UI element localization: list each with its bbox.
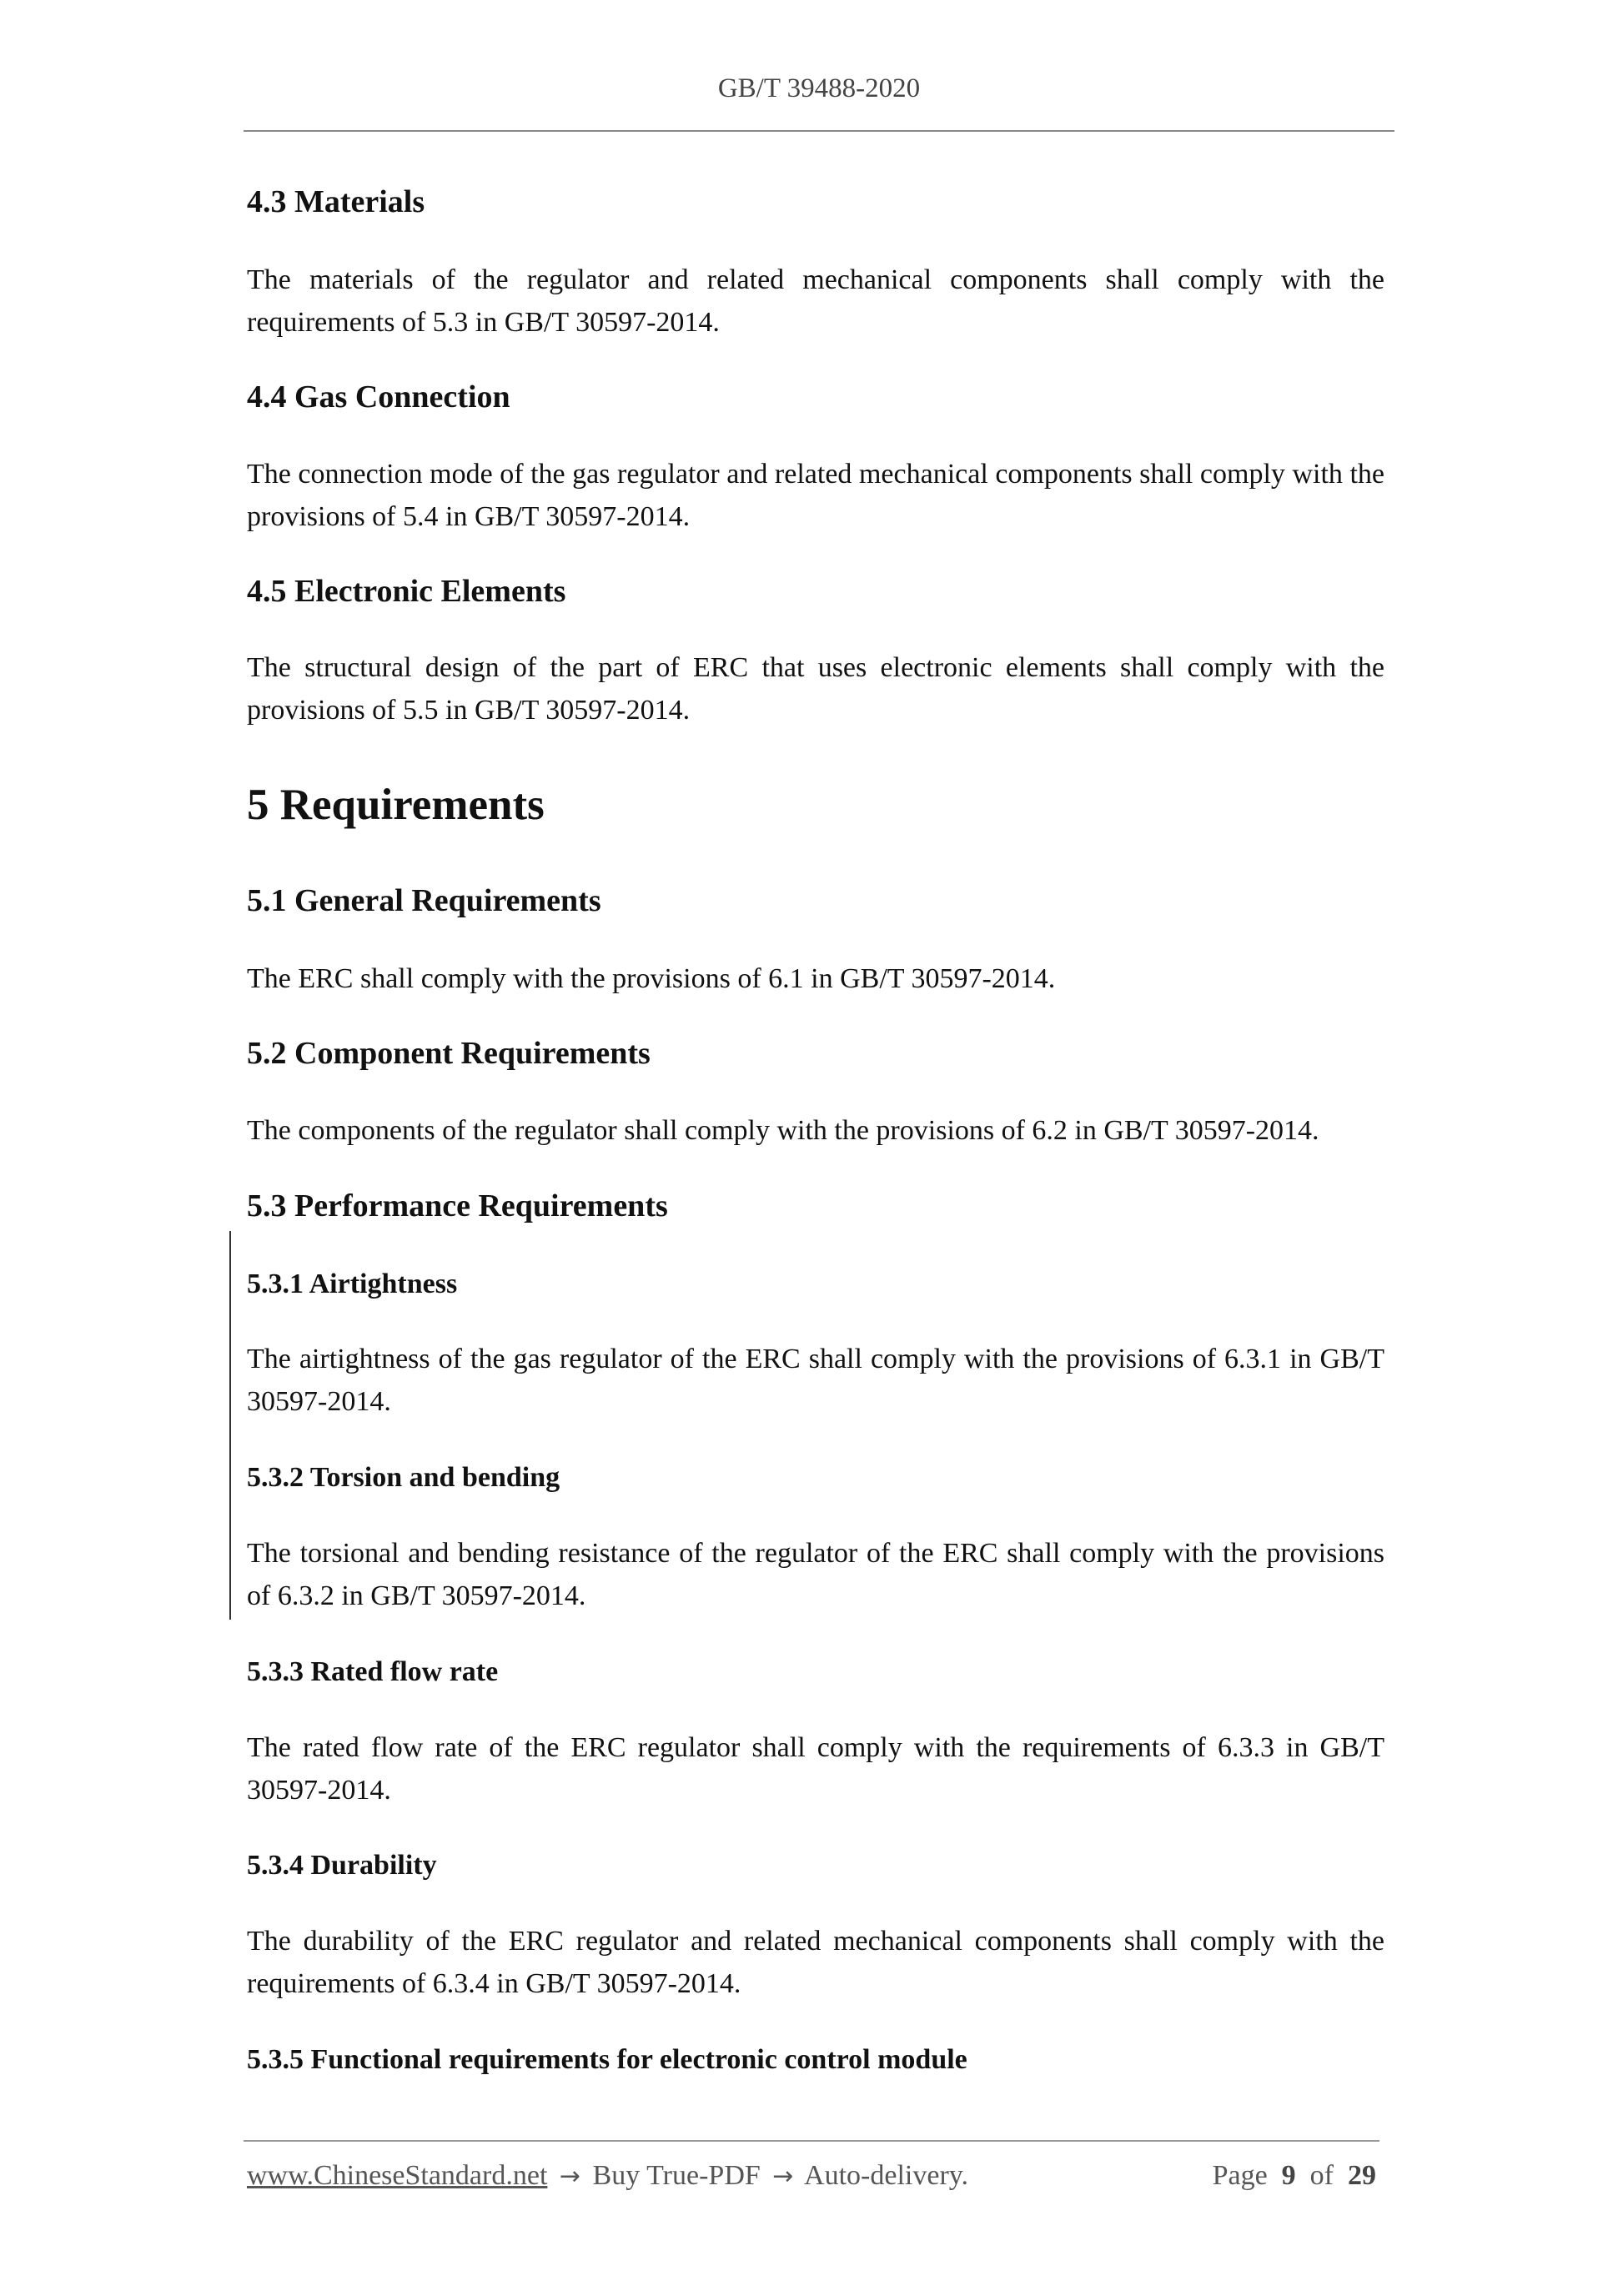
- footer-navigation: [247, 2160, 968, 2192]
- paragraph-5-3-2: The torsional and bending resistance of the regulator of the ERC shall comply with the provisions of 6.3.2 in GB/T 30597-2014.: [247, 1538, 1384, 1611]
- header-divider: [244, 130, 1394, 132]
- heading-4-5: 4.5 Electronic Elements: [247, 574, 566, 609]
- heading-5-3-1: 5.3.1 Airtightness: [247, 1269, 458, 1299]
- heading-5-3-3: 5.3.3 Rated flow rate: [247, 1656, 499, 1687]
- paragraph-5-1: The ERC shall comply with the provisions of 6.1 in GB/T 30597-2014.: [247, 963, 1056, 994]
- heading-5-3-5: 5.3.5 Functional requirements for electronic control module: [247, 2044, 967, 2075]
- paragraph-4-4: The connection mode of the gas regulator and related mechanical components shall comply with the provisions of 5.4 in GB/T 30597-2014.: [247, 459, 1384, 532]
- heading-5-3-2: 5.3.2 Torsion and bending: [247, 1462, 560, 1493]
- paragraph-4-3: The materials of the regulator and related mechanical components shall comply with the requirements of 5.3 in GB/T 30597-2014.: [247, 264, 1384, 338]
- heading-5: 5 Requirements: [247, 781, 545, 829]
- heading-5-1: 5.1 General Requirements: [247, 883, 601, 918]
- change-marker-bar: [229, 1231, 231, 1620]
- paragraph-4-5: The structural design of the part of ERC that uses electronic elements shall comply with the provisions of 5.5 in GB/T 30597-2014.: [247, 652, 1384, 726]
- page-header-standard-code: GB/T 39488-2020: [717, 73, 921, 103]
- site-link[interactable]: www.ChineseStandard.net: [247, 2160, 548, 2191]
- footer-step-delivery: Auto-delivery.: [804, 2160, 969, 2191]
- heading-4-4: 4.4 Gas Connection: [247, 379, 510, 414]
- footer-divider: [244, 2140, 1379, 2142]
- footer-step-buy: Buy True-PDF: [592, 2160, 761, 2191]
- paragraph-5-3-4: The durability of the ERC regulator and related mechanical components shall comply with the requirements of 6.3.4 in GB/T 30597-2014.: [247, 1926, 1384, 1999]
- heading-5-3: 5.3 Performance Requirements: [247, 1188, 668, 1223]
- heading-4-3: 4.3 Materials: [247, 184, 425, 219]
- of-label: of: [1309, 2160, 1334, 2191]
- total-pages-number: 29: [1348, 2160, 1376, 2191]
- paragraph-5-2: The components of the regulator shall comply with the provisions of 6.2 in GB/T 30597-2014.: [247, 1115, 1319, 1146]
- right-arrow-icon: →: [559, 2162, 581, 2191]
- current-page-number: 9: [1281, 2160, 1296, 2191]
- right-arrow-icon: →: [772, 2162, 794, 2191]
- page-label: Page: [1212, 2160, 1268, 2191]
- page-indicator: [1213, 2160, 1376, 2192]
- paragraph-5-3-3: The rated flow rate of the ERC regulator shall comply with the requirements of 6.3.3 in GB/T 30597-2014.: [247, 1732, 1384, 1806]
- paragraph-5-3-1: The airtightness of the gas regulator of the ERC shall comply with the provisions of 6.3.1 in GB/T 30597-2014.: [247, 1344, 1384, 1417]
- heading-5-3-4: 5.3.4 Durability: [247, 1850, 437, 1881]
- heading-5-2: 5.2 Component Requirements: [247, 1036, 651, 1071]
